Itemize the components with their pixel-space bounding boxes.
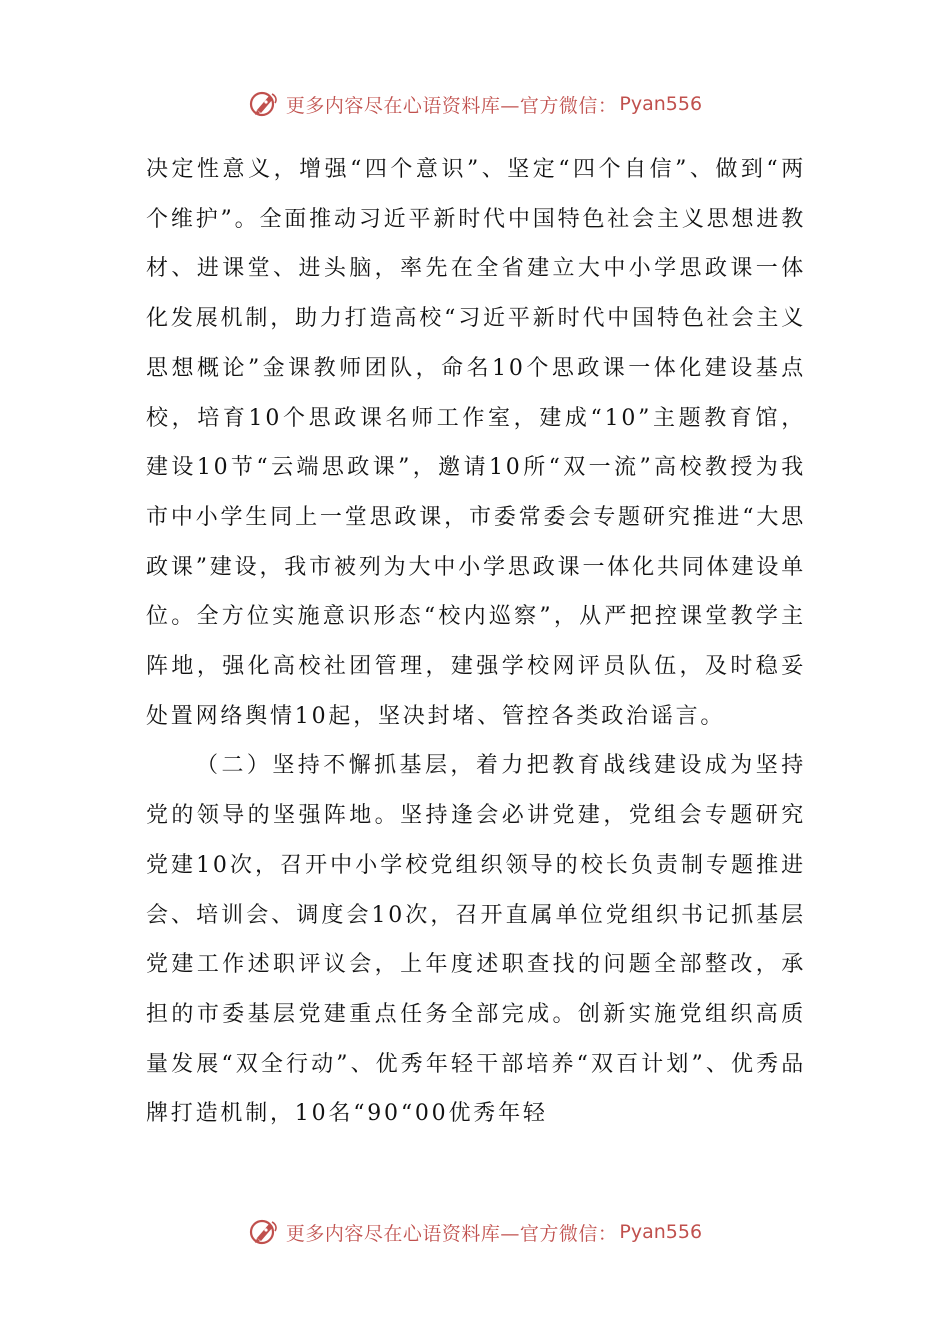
- pen-nib-icon: [248, 88, 280, 120]
- pen-nib-icon: [248, 1216, 280, 1248]
- header-banner-wechat-id: Pyan556: [619, 93, 703, 115]
- footer-banner: [0, 1212, 950, 1252]
- document-body: [146, 145, 806, 1139]
- footer-banner-wechat-id: Pyan556: [619, 1221, 703, 1243]
- body-paragraph-1: 决定性意义，增强“四个意识”、坚定“四个自信”、做到“两个维护”。全面推动习近平新时代中国特色社会主义思想进教材、进课堂、进头脑，率先在全省建立大中小学思政课一体化发展机制，助力打造高校“习近平新时代中国特色社会主义思想概论”金课教师团队，命名10个思政课一体化建设基点校，培育10个思政课名师工作室，建成“10”主题教育馆，建设10节“云端思政课”，邀请10所“双一流”高校教授为我市中小学生同上一堂思政课，市委常委会专题研究推进“大思政课”建设，我市被列为大中小学思政课一体化共同体建设单位。全方位实施意识形态“校内巡察”，从严把控课堂教学主阵地，强化高校社团管理，建强学校网评员队伍，及时稳妥处置网络舆情10起，坚决封堵、管控各类政治谣言。: [146, 157, 806, 729]
- footer-banner-text: 更多内容尽在心语资料库—官方微信：: [285, 1222, 618, 1245]
- header-banner: [0, 84, 950, 124]
- body-paragraph-2: （二）坚持不懈抓基层，着力把教育战线建设成为坚持党的领导的坚强阵地。坚持逢会必讲党建，党组会专题研究党建10次，召开中小学校党组织领导的校长负责制专题推进会、培训会、调度会10次，召开直属单位党组织书记抓基层党建工作述职评议会，上年度述职查找的问题全部整改，承担的市委基层党建重点任务全部完成。创新实施党组织高质量发展“双全行动”、优秀年轻干部培养“双百计划”、优秀品牌打造机制，10名“90“00优秀年轻: [146, 753, 806, 1127]
- header-banner-text: 更多内容尽在心语资料库—官方微信：: [285, 94, 618, 117]
